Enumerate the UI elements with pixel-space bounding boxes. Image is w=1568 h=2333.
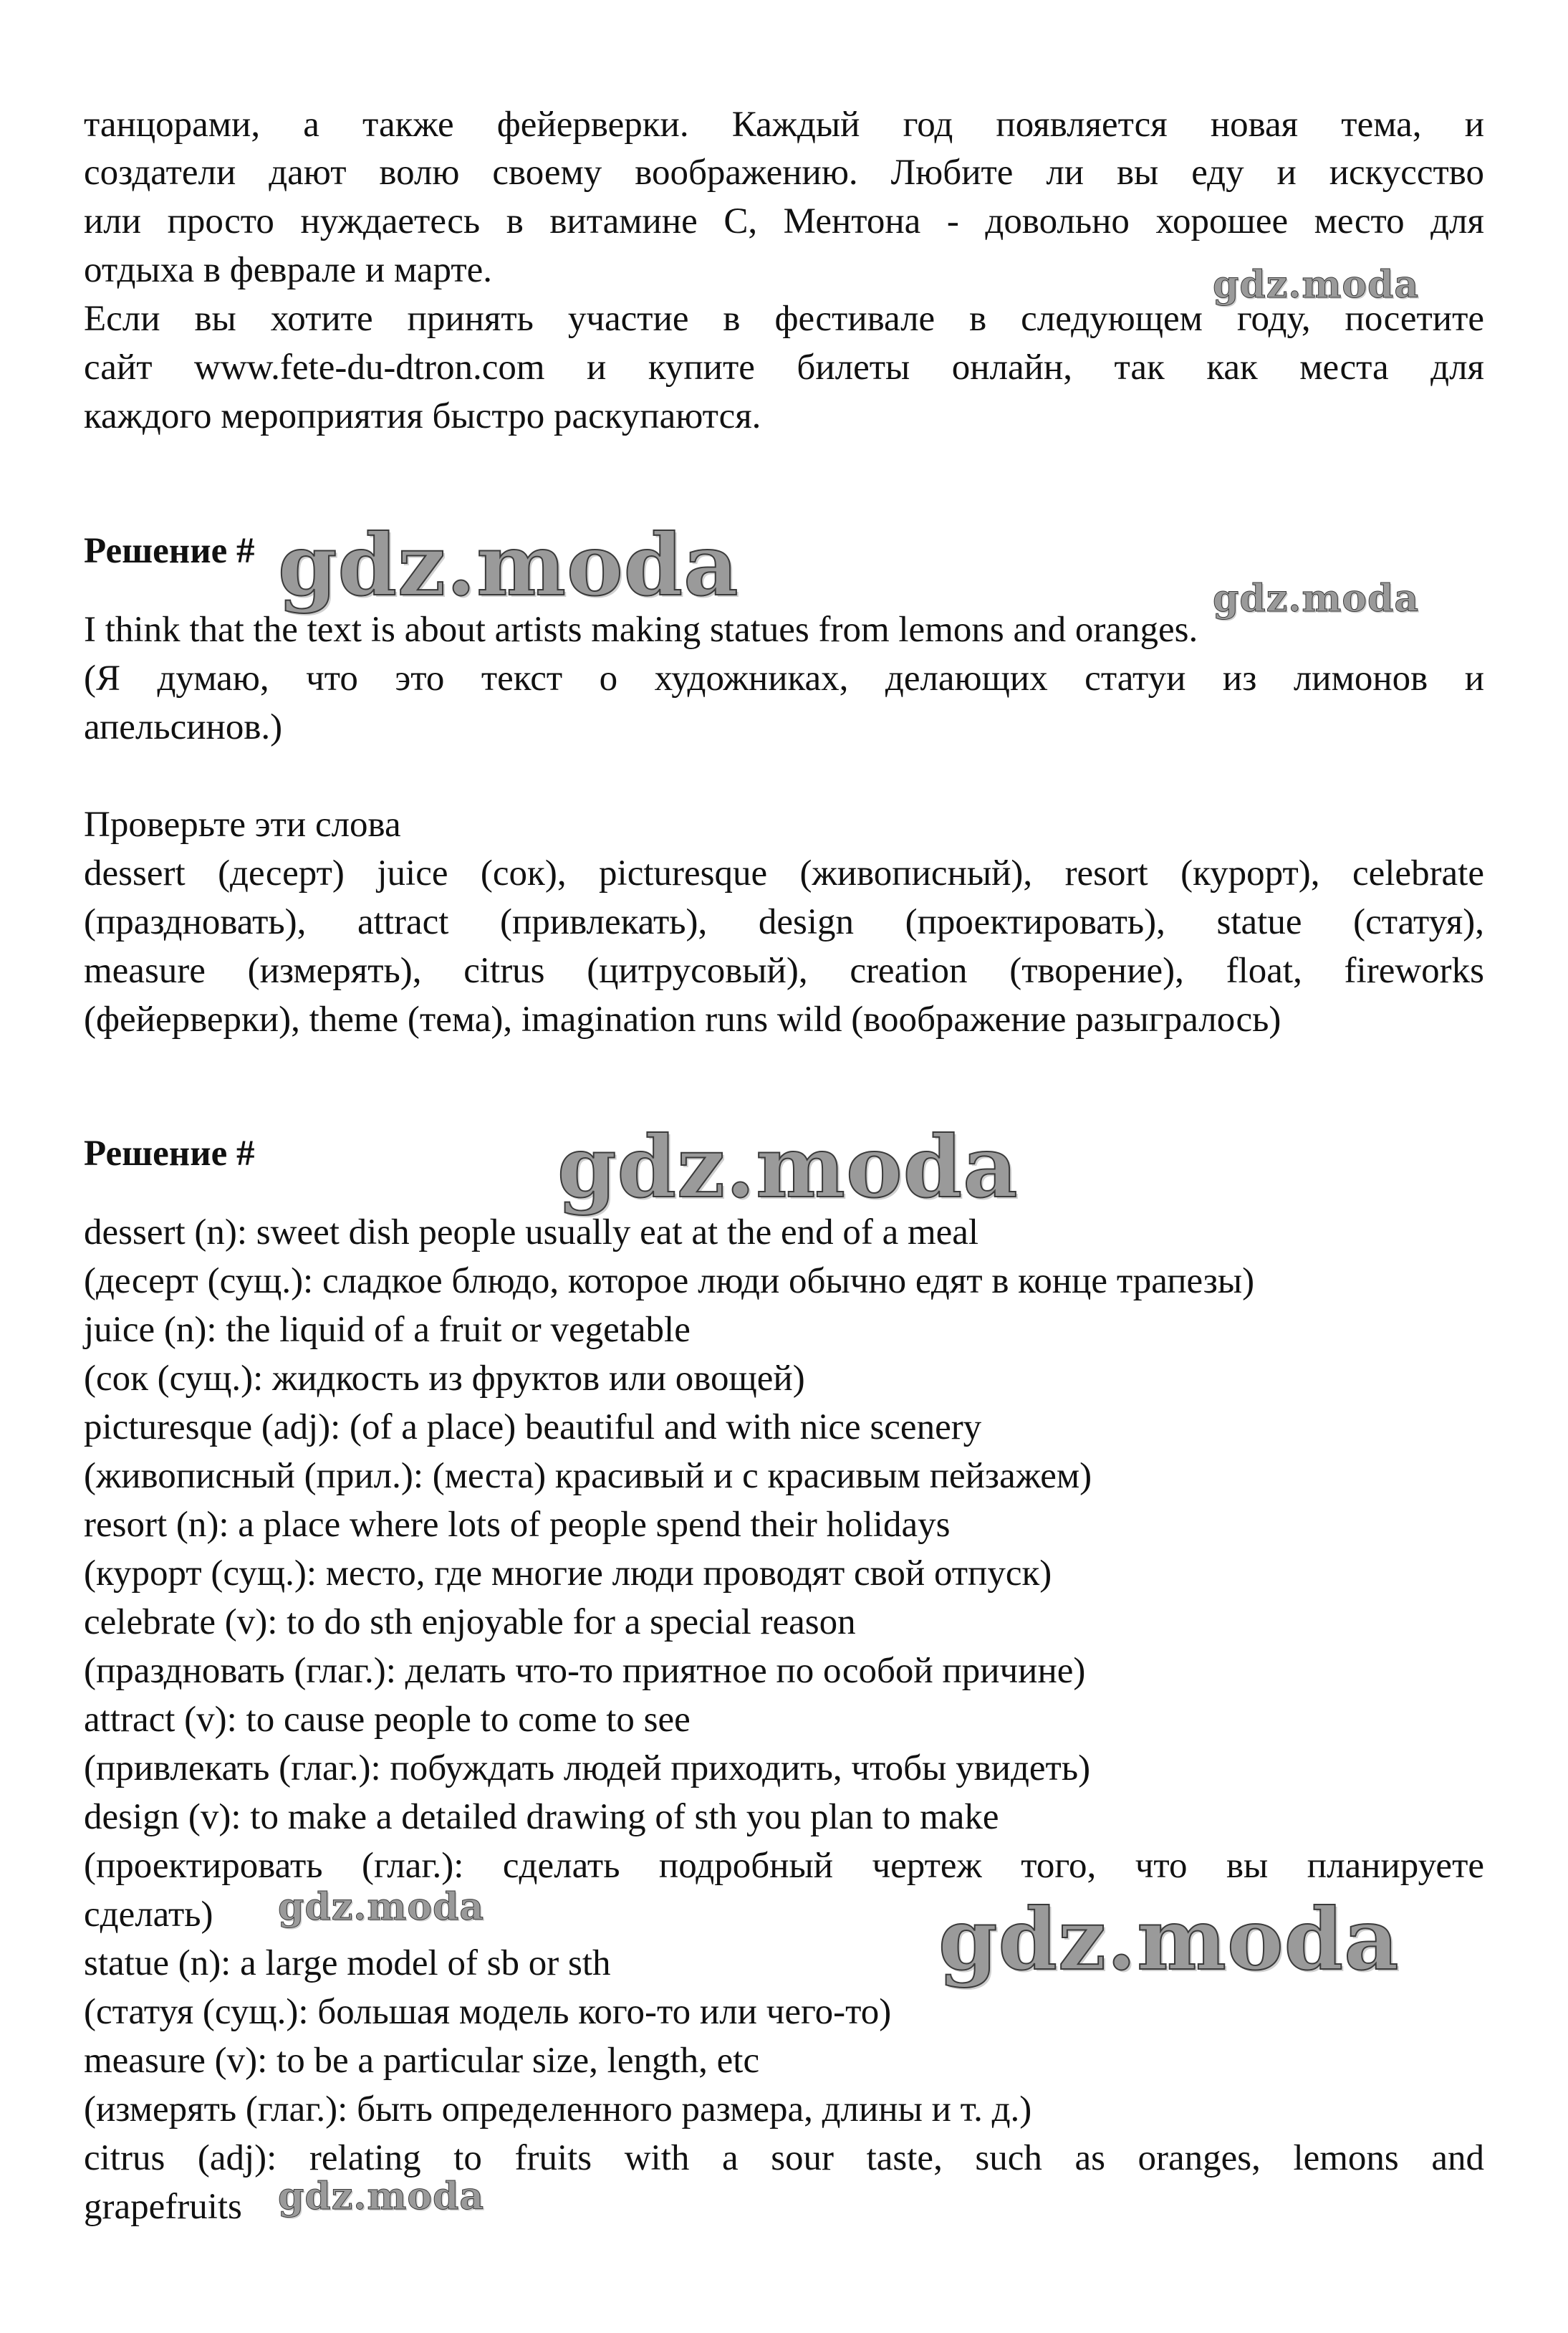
text-line: measure (измерять), citrus (цитрусовый), creation (творение), float, fireworks [84, 951, 1484, 991]
definition-line: measure (v): to be a particular size, length, etc [84, 2041, 760, 2081]
definition-line: citrus (adj): relating to fruits with a sour taste, such as oranges, lemons and [84, 2138, 1484, 2178]
definition-line: сделать) [84, 1894, 213, 1935]
definition-line: statue (n): a large model of sb or sth [84, 1943, 611, 1983]
watermark-logo: gdz.moda [278, 515, 739, 615]
definition-line: (измерять (глаг.): быть определенного размера, длины и т. д.) [84, 2089, 1032, 2130]
definition-line: resort (n): a place where lots of people spend their holidays [84, 1505, 951, 1545]
text-line: создатели дают волю своему воображению. Любите ли вы еду и искусство [84, 153, 1484, 193]
text-line: dessert (десерт) juice (сок), picturesque (живописный), resort (курорт), celebrate [84, 853, 1484, 894]
solution-heading-1: Решение # [84, 531, 255, 571]
watermark-logo: gdz.moda [278, 2175, 485, 2218]
definition-line: celebrate (v): to do sth enjoyable for a special reason [84, 1602, 856, 1642]
watermark-logo: gdz.moda [1213, 263, 1420, 307]
text-line: Если вы хотите принять участие в фестивале в следующем году, посетите [84, 299, 1484, 339]
definition-line: juice (n): the liquid of a fruit or vegetable [84, 1310, 691, 1350]
definition-line: (привлекать (глаг.): побуждать людей приходить, чтобы увидеть) [84, 1748, 1091, 1788]
definition-line: (сок (сущ.): жидкость из фруктов или овощей) [84, 1359, 805, 1399]
watermark-logo: gdz.moda [1213, 577, 1420, 621]
definition-line: (статуя (сущ.): большая модель кого-то или чего-то) [84, 1992, 892, 2032]
text-line: (фейерверки), theme (тема), imagination runs wild (воображение разыгралось) [84, 1000, 1281, 1040]
definition-line: (живописный (прил.): (места) красивый и с красивым пейзажем) [84, 1456, 1092, 1496]
definition-line: attract (v): to cause people to come to see [84, 1700, 691, 1740]
text-line: танцорами, а также фейерверки. Каждый год появляется новая тема, и [84, 105, 1484, 145]
definition-line: (курорт (сущ.): место, где многие люди проводят свой отпуск) [84, 1553, 1052, 1594]
definition-line: picturesque (adj): (of a place) beautiful and with nice scenery [84, 1407, 982, 1447]
text-line: отдыха в феврале и марте. [84, 250, 492, 290]
text-line: (Я думаю, что это текст о художниках, делающих статуи из лимонов и [84, 658, 1484, 699]
definition-line: design (v): to make a detailed drawing of sth you plan to make [84, 1797, 999, 1837]
definition-line: (десерт (сущ.): сладкое блюдо, которое люди обычно едят в конце трапезы) [84, 1261, 1255, 1301]
definition-line: grapefruits [84, 2187, 242, 2227]
text-line: каждого мероприятия быстро раскупаются. [84, 396, 761, 436]
check-words-title: Проверьте эти слова [84, 805, 401, 845]
text-line: (праздновать), attract (привлекать), design (проектировать), statue (статуя), [84, 902, 1484, 942]
watermark-logo: gdz.moda [278, 1885, 485, 1929]
text-line: или просто нуждаетесь в витамине С, Ментона - довольно хорошее место для [84, 201, 1484, 241]
text-line: I think that the text is about artists making statues from lemons and oranges. [84, 610, 1198, 650]
watermark-logo: gdz.moda [938, 1889, 1400, 1989]
solution-heading-2: Решение # [84, 1134, 255, 1174]
text-line: апельсинов.) [84, 707, 283, 747]
watermark-logo: gdz.moda [557, 1117, 1019, 1217]
definition-line: dessert (n): sweet dish people usually eat at the end of a meal [84, 1212, 979, 1252]
definition-line: (проектировать (глаг.): сделать подробный чертеж того, что вы планируете [84, 1846, 1484, 1886]
text-line: сайт www.fete-du-dtron.com и купите билеты онлайн, так как места для [84, 348, 1484, 388]
definition-line: (праздновать (глаг.): делать что-то приятное по особой причине) [84, 1651, 1086, 1691]
